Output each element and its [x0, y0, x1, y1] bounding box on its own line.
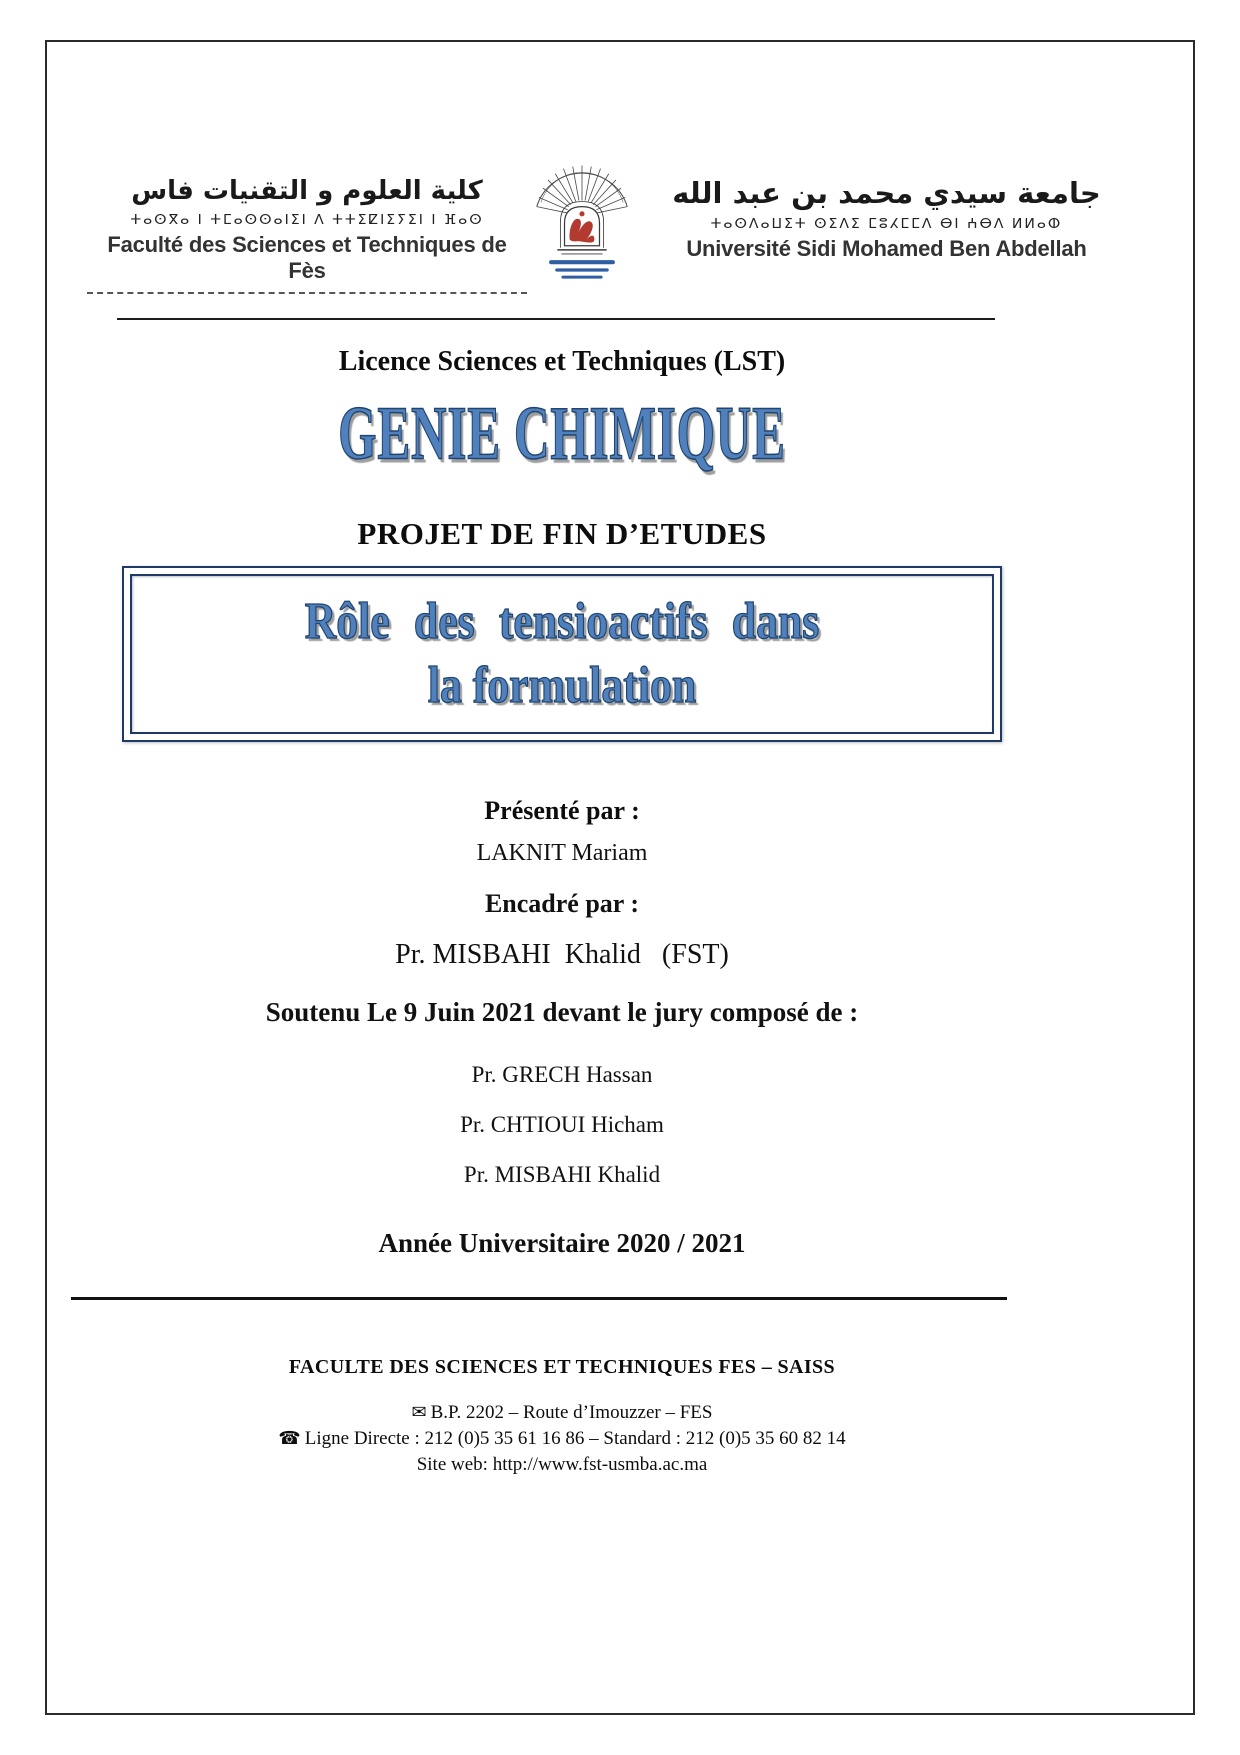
footer — [122, 1356, 1002, 1477]
student-name: LAKNIT Mariam — [476, 840, 648, 866]
header-divider — [117, 318, 995, 320]
footer-website: Site web: http://www.fst-usmba.ac.ma — [416, 1454, 708, 1475]
jury-member: Pr. MISBAHI Khalid — [463, 1162, 661, 1187]
footer-address — [122, 1401, 1002, 1425]
faculty-block — [87, 175, 527, 294]
doc-type-title: PROJET DE FIN D’ETUDES — [357, 516, 767, 551]
jury-member: Pr. GRECH Hassan — [471, 1062, 653, 1087]
academic-year: Année Universitaire 2020 / 2021 — [378, 1228, 746, 1258]
faculty-name: Faculté des Sciences et Techniques de Fès — [107, 231, 507, 283]
supervised-by-label: Encadré par : — [484, 889, 640, 918]
university-block — [659, 175, 1114, 262]
project-title-box — [122, 566, 1002, 742]
footer-phone-text: Ligne Directe : 212 (0)5 35 61 16 86 – Standard : 212 (0)5 35 60 82 14 — [304, 1428, 846, 1449]
jury-member: Pr. CHTIOUI Hicham — [460, 1112, 664, 1137]
project-title-line-1: Rôle des tensioactifs dans — [304, 591, 820, 649]
university-name-tifinagh: ⵜⴰⵙⴷⴰⵡⵉⵜ ⵙⵉⴷⵉ ⵎⵓⵃⵎⵎⴷ ⴱⵏ ⵄⴱⴷ ⵍⵍⴰⵀ — [710, 215, 1063, 232]
specialty-title: GENIE CHIMIQUE — [338, 390, 786, 476]
page-frame — [45, 40, 1195, 1715]
faculty-underline — [87, 292, 527, 294]
presented-by-label: Présenté par : — [484, 796, 640, 825]
jury-list — [122, 1062, 1002, 1188]
header — [87, 147, 1117, 296]
footer-divider — [71, 1297, 1007, 1300]
project-title-line-2: la formulation — [427, 655, 697, 713]
project-title-box-inner — [130, 574, 994, 734]
faculty-name-tifinagh: ⵜⴰⵙⴳⴰ ⵏ ⵜⵎⴰⵙⵙⴰⵏⵉⵏ ⴷ ⵜⵜⵉⵇⵏⵉⵢⵉⵏ ⵏ ⴼⴰⵙ — [130, 211, 484, 228]
footer-phone — [122, 1427, 1002, 1451]
program-title: Licence Sciences et Techniques (LST) — [338, 346, 786, 377]
envelope-icon: ✉ — [411, 1402, 427, 1423]
university-logo-icon — [527, 147, 637, 296]
university-name-arabic: جامعة سيدي محمد بن عبد الله — [672, 176, 1101, 210]
supervisor-name: Pr. MISBAHI Khalid (FST) — [395, 939, 729, 970]
footer-faculty-name: FACULTE DES SCIENCES ET TECHNIQUES FES – SAISS — [288, 1356, 836, 1378]
defense-statement: Soutenu Le 9 Juin 2021 devant le jury composé de : — [265, 997, 859, 1027]
phone-icon: ☎ — [278, 1428, 301, 1449]
footer-address-text: B.P. 2202 – Route d’Imouzzer – FES — [430, 1402, 713, 1423]
university-name: Université Sidi Mohamed Ben Abdellah — [686, 235, 1087, 261]
main-content — [122, 346, 1002, 1259]
faculty-name-arabic: كلية العلوم و التقنيات فاس — [131, 176, 483, 206]
